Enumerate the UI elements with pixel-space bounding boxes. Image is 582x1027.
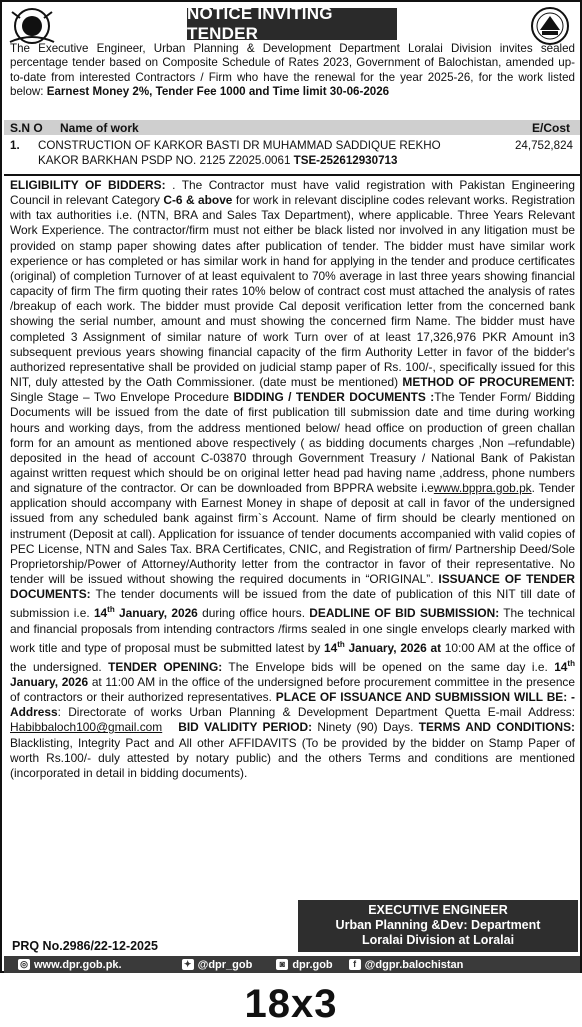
signature-department: Urban Planning &Dev: Department — [335, 918, 541, 932]
web-item[interactable] — [18, 959, 122, 971]
instagram-label: dpr.gob — [292, 958, 333, 971]
intro-paragraph — [10, 42, 575, 99]
opening-text-2: at 11:00 AM in the office of the undersigned before procurement committee in the presence of contractors or their authorized representatives. — [10, 674, 575, 705]
email-link[interactable]: Habibbaloch100@gmail.com — [10, 720, 163, 735]
row-sn: 1. — [10, 139, 20, 152]
prq-number: PRQ No.2986/22-12-2025 — [12, 939, 158, 953]
row-cost: 24,752,824 — [514, 139, 573, 152]
instagram-icon: ◙ — [276, 959, 288, 970]
ad-size: 18x3 — [244, 982, 338, 1026]
row-tse: TSE-252612930713 — [293, 154, 398, 167]
terms-heading: TERMS AND CONDITIONS: — [418, 720, 575, 735]
web-label: www.dpr.gob.pk. — [34, 958, 122, 971]
opening-text: The Envelope bids will be opened on the same day i.e. — [222, 659, 555, 674]
validity-heading: BID VALIDITY PERIOD: — [178, 720, 313, 735]
instagram-item[interactable] — [276, 959, 332, 971]
opening-heading: TENDER OPENING: — [108, 659, 223, 674]
eligibility-text: . The Contractor must have valid registration with Pakistan Engineering Council in relevant Category — [10, 178, 575, 208]
twitter-item[interactable] — [182, 959, 253, 971]
deadline-heading: DEADLINE OF BID SUBMISSION: — [309, 606, 500, 621]
bidding-docs-heading: BIDDING / TENDER DOCUMENTS : — [233, 390, 435, 405]
col-work: Name of work — [60, 121, 139, 135]
deadline-text: The technical and financial proposals from intending contractors /firms sealed in one single envelops clearly marked with work title and type of proposal must be submitted latest by — [10, 606, 576, 655]
table-header — [4, 120, 580, 135]
row-work — [38, 138, 458, 168]
procurement-heading: METHOD OF PROCUREMENT: — [402, 375, 575, 390]
deadline-text-2: 10:00 AM at the office of the undersigned. — [10, 640, 575, 674]
deadline-date-sup: th — [337, 639, 345, 649]
deadline-date: 14 — [324, 640, 338, 655]
facebook-icon: f — [349, 959, 361, 970]
place-text: : Directorate of works Urban Planning & Development Department Quetta E-mail Address: — [57, 705, 575, 720]
bidding-docs-text: The Tender Form/ Bidding Documents will be issued from the date of first publication till submission date and time during working hours and working days, from the address mentioned below/ head office on production of green challan form for an amount as mentioned above respectively ( as bidding documents charges ,Non –refundable) deposited in the head of account C-03870 through Government Treasury / National Bank of Pakistan against written request which should be on original letter head pad having name ,address, phone numbers and signature of the contractor. Or can be downloaded from BPPRA website i.e — [10, 390, 575, 496]
eligibility-heading: ELIGIBILITY OF BIDDERS: — [10, 178, 173, 192]
col-cost: E/Cost — [531, 121, 570, 135]
tender-body — [10, 178, 575, 781]
facebook-item[interactable] — [349, 959, 464, 971]
opening-date-month: January, 2026 — [10, 674, 89, 689]
terms-text: Blacklisting, Integrity Pact and All other AFFIDAVITS (To be provided by the bidder on Stamp Paper of worth Rs.100/- duly attested by notary public) and the others Terms and conditions are mentioned (incorporated in detail in bidding documents). — [10, 735, 575, 780]
issuance-date-month: January, 2026 — [114, 606, 198, 621]
intro-terms: Earnest Money 2%, Tender Fee 1000 and Time limit 30-06-2026 — [46, 84, 390, 98]
opening-date-sup: th — [567, 658, 575, 668]
deadline-date-month: January, 2026 at — [344, 640, 442, 655]
social-bar — [4, 956, 580, 973]
facebook-label: @dgpr.balochistan — [364, 958, 464, 971]
notice-title: NOTICE INVITING TENDER — [187, 8, 397, 40]
government-emblem-icon — [6, 6, 58, 46]
category: C-6 & above — [163, 193, 233, 208]
twitter-label: @dpr_gob — [197, 958, 253, 971]
globe-icon: ◎ — [18, 959, 30, 970]
bidding-docs-text-2: . Tender application should accompany with Earnest Money in shape of deposit at call in favor of the undersigned issued from any scheduled bank against firm`s Account. Name of firm should be clearly mentioned on instrument (Deposit at call). Application for issuance of tender documents accompanied with valid copies of PEC License, NTN and Sales Tax. BRA Certificates, CNIC, and Registration of firm/ Partnership Deed/Sole Proprietorship/Power of Attorney/Authority letter from the contractor in favor of their representative. No tender will be issued without showing the required documents in “ORIGINAL”. — [10, 481, 575, 587]
divider — [4, 174, 580, 176]
opening-date: 14 — [554, 659, 568, 674]
eligibility-text-2: for work in relevant discipline codes relevant works. Registration with tax authorities i.e. (NTN, BRA and Sales Tax Department), where applicable. Three Years Relevant Work Experience. The contractor/firm must not either be black listed nor involved in any litigation must be provided on stamp paper showing dates after publication of tender. The bidder must have similar work experience or has completed or has similar work in hand for applying in the tender and produce certificates (original) of completion Turnover of at least equivalent to 70% average in last three years showing financial capacity of firm The firm quoting their rates 10% below of contract cost must attached the analysis of rates /breakup of each work. The bidder must provide Cal deposit verification letter from the concerned bank showing the serial number, amount and must showing the concerned firm Name. The bidder must have completed 3 Assignment of similar nature of work Turn over of at least 17,326,976 PKR Amount in3 subsequent previous years showing financial capacity of the firm Authority Letter in favor of the bidder's authorized representative shall be provided on judicial stamp paper of Rs. 100/-, specifically issued for this NIT, duly attested by the Oath Commissioner. (date must be mentioned) — [10, 193, 575, 390]
signature-division: Loralai Division at Loralai — [361, 933, 515, 947]
issuance-date-sup: th — [107, 605, 115, 615]
place-heading: PLACE OF ISSUANCE AND SUBMISSION WILL BE: - Address — [10, 690, 575, 720]
issuance-heading: ISSUANCE OF TENDER DOCUMENTS: — [10, 572, 576, 602]
row-work-text: CONSTRUCTION OF KARKOR BASTI DR MUHAMMAD SADDIQUE REKHO KAKOR BARKHAN PSDP NO. 2125 Z2025.0061 — [38, 139, 441, 167]
signature-title: EXECUTIVE ENGINEER — [368, 903, 508, 917]
procurement-text: Single Stage – Two Envelope Procedure — [10, 390, 234, 405]
validity-text: Ninety (90) Days. — [312, 720, 419, 735]
bppra-link[interactable]: www.bppra.gob.pk — [433, 481, 532, 496]
issuance-text: The tender documents will be issued from the date of publication of this NIT till date of submission i.e. — [10, 587, 575, 621]
signature-block — [298, 900, 578, 952]
issuance-text-2: during office hours. — [197, 606, 310, 621]
intro-text: The Executive Engineer, Urban Planning & Development Department Loralai Division invites sealed percentage tender based on Composite Schedule of Rates 2023, Government of Balochistan, amended up-to-date from interested Contractors / Firm who have the renewal for the year 2025-26, for the work listed below: — [10, 42, 575, 98]
issuance-date: 14 — [93, 606, 108, 621]
col-sn: S.N O — [10, 121, 43, 135]
balochistan-seal-icon — [524, 6, 576, 46]
twitter-icon: ✦ — [182, 959, 194, 970]
